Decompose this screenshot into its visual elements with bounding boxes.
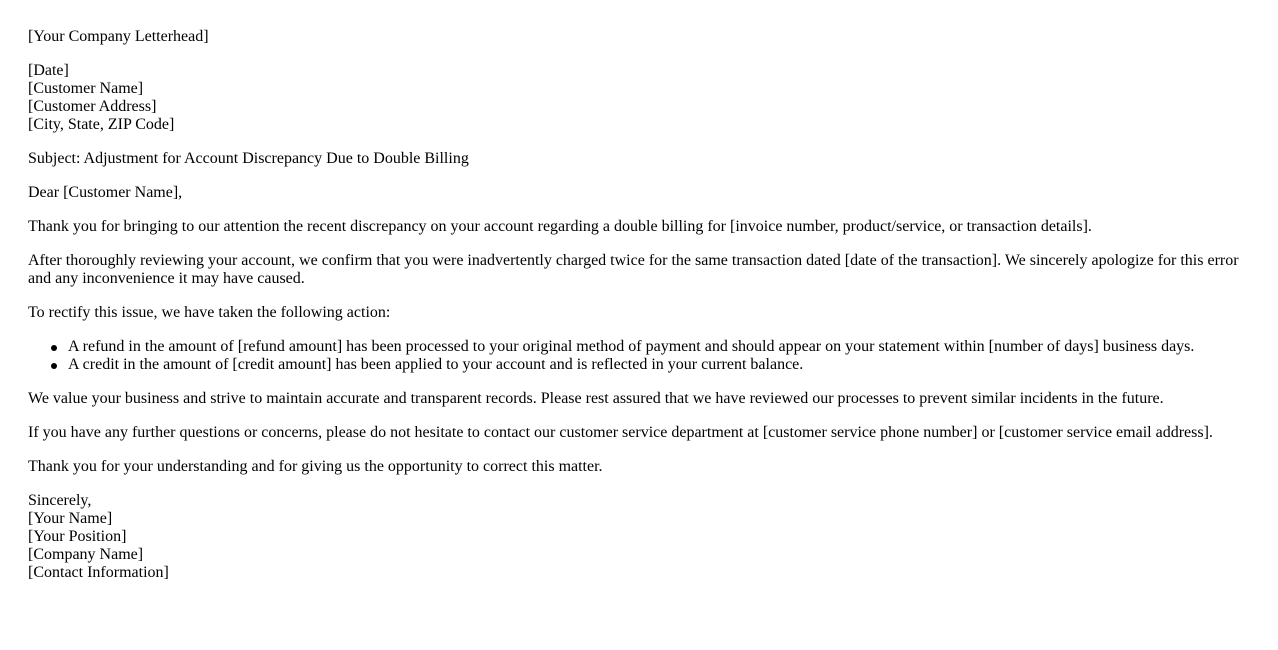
closing: Sincerely,: [28, 492, 92, 509]
paragraph-acknowledgement: Thank you for bringing to our attention the recent discrepancy on your account regarding a double billing for [invoice number, product/service, or transaction details].: [28, 218, 1092, 235]
paragraph-assurance: We value your business and strive to maintain accurate and transparent records. Please rest assured that we have reviewed our processes to prevent similar incidents in the future.: [28, 390, 1164, 407]
letterhead: [Your Company Letterhead]: [28, 28, 209, 45]
list-item: [68, 338, 1250, 356]
customer-name-line: [Customer Name]: [28, 80, 144, 97]
bullet-icon: [51, 363, 57, 369]
salutation: Dear [Customer Name],: [28, 184, 183, 201]
paragraph-thanks: Thank you for your understanding and for giving us the opportunity to correct this matter.: [28, 458, 603, 475]
letter: [28, 28, 1250, 598]
signature-block: [28, 492, 1250, 582]
recipient-block: [28, 62, 1250, 134]
customer-address-line: [Customer Address]: [28, 98, 157, 115]
paragraph-contact: If you have any further questions or concerns, please do not hesitate to contact our customer service department at [customer service phone number] or [customer service email address].: [28, 424, 1213, 441]
date-line: [Date]: [28, 62, 69, 79]
paragraph-confirmation: After thoroughly reviewing your account, we confirm that you were inadvertently charged twice for the same transaction dated [date of the transaction]. We sincerely apologize for this error and any inconvenience it may have caused.: [28, 252, 1239, 287]
signer-position: [Your Position]: [28, 528, 127, 545]
list-item-text: A refund in the amount of [refund amount] has been processed to your original method of payment and should appear on your statement within [number of days] business days.: [68, 338, 1195, 355]
contact-information: [Contact Information]: [28, 564, 169, 581]
bullet-icon: [51, 345, 57, 351]
signer-name: [Your Name]: [28, 510, 113, 527]
list-item: [68, 356, 1250, 374]
list-item-text: A credit in the amount of [credit amount] has been applied to your account and is reflected in your current balance.: [68, 356, 804, 373]
paragraph-action-intro: To rectify this issue, we have taken the following action:: [28, 304, 391, 321]
action-list: [28, 338, 1250, 374]
city-state-zip-line: [City, State, ZIP Code]: [28, 116, 175, 133]
subject-line: Subject: Adjustment for Account Discrepancy Due to Double Billing: [28, 150, 469, 167]
company-name: [Company Name]: [28, 546, 144, 563]
